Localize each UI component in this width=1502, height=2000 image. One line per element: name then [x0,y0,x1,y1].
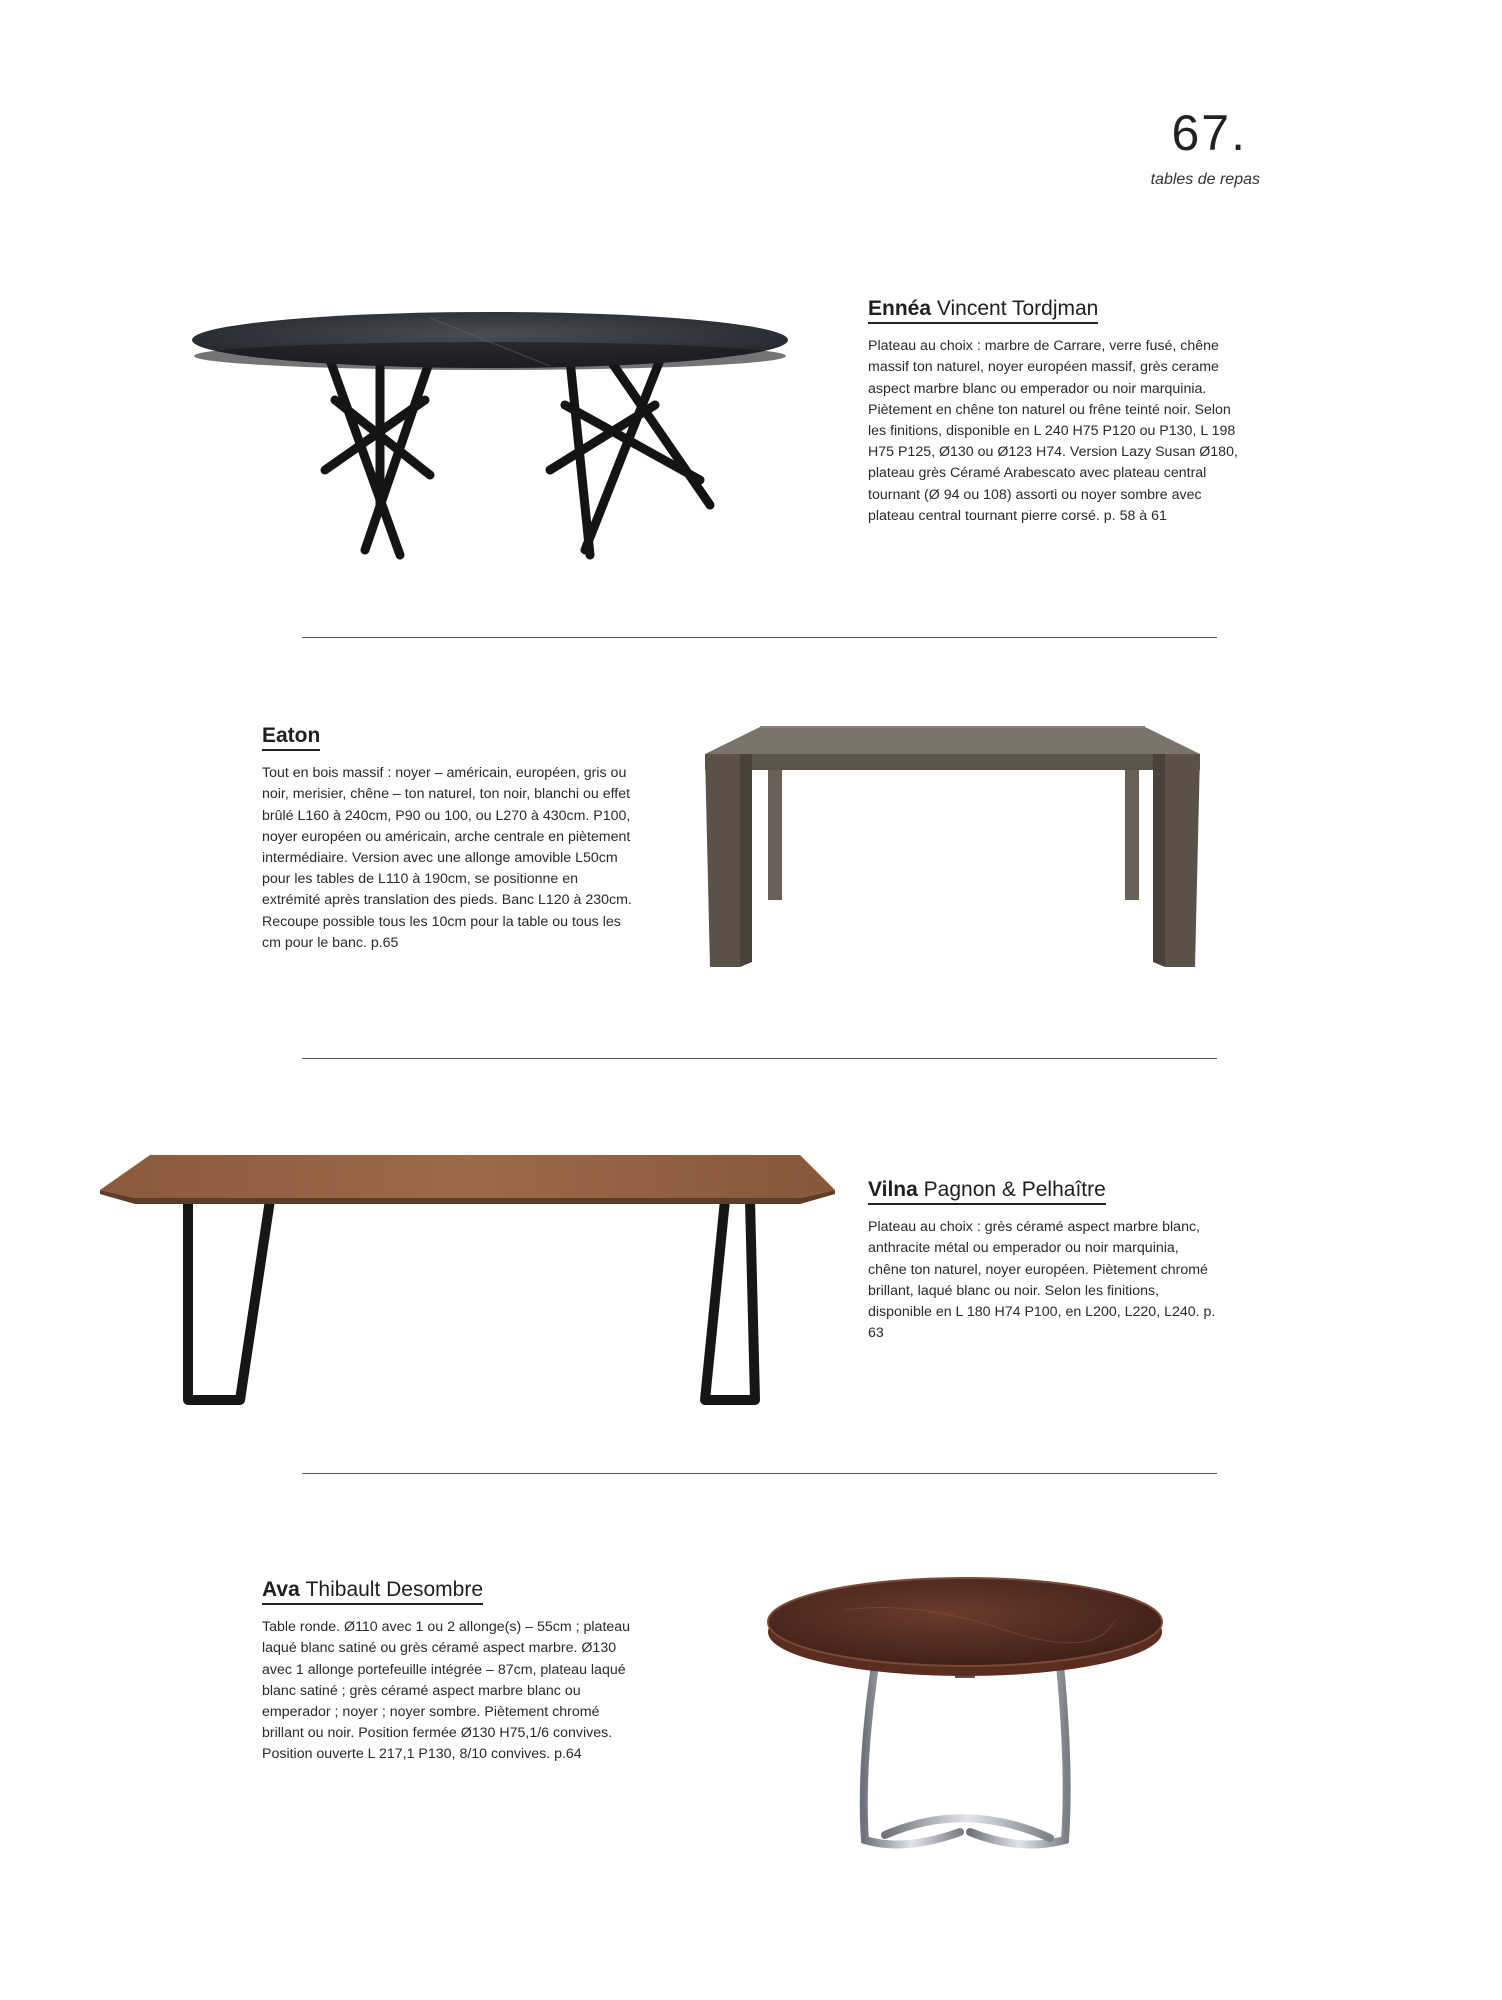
product-description: Plateau au choix : marbre de Carrare, verre fusé, chêne massif ton naturel, noyer européen massif, grès cerame aspect marbre blanc ou emperador ou noir marquinia. Piètement en chêne ton naturel ou frêne teinté noir. Selon les finitions, disponible en L 240 H75 P120 ou P130, L 198 H75 P125, Ø130 ou Ø123 H74. Version Lazy Susan Ø180, plateau grès Céramé Arabescato avec plateau central tournant (Ø 94 ou 108) assorti ou noyer sombre avec plateau central tournant pierre corsé. p. 58 à 61 [868,338,1238,524]
product-eaton [262,724,637,954]
product-name: Vilna [868,1178,918,1201]
product-name: Eaton [262,724,321,747]
product-name: Ennéa [868,297,932,320]
product-description: Plateau au choix : grès céramé aspect marbre blanc, anthracite métal ou emperador ou noir marquinia, chêne ton naturel, noyer européen. Piètement chromé brillant, laqué blanc ou noir. Selon les finitions, disponible en L 180 H74 P100, en L200, L220, L240. p. 63 [868,1219,1216,1342]
product-title [262,1578,483,1605]
divider [302,1473,1217,1474]
product-designer: Pagnon & Pelhaître [923,1178,1106,1201]
product-name: Ava [262,1578,300,1601]
product-title [868,1178,1106,1205]
product-description: Table ronde. Ø110 avec 1 ou 2 allonge(s) – 55cm ; plateau laqué blanc satiné ou grès céramé aspect marbre. Ø130 avec 1 allonge portefeuille intégrée – 87cm, plateau laqué blanc satiné ; grès céramé aspect marbre blanc ou emperador ; noyer ; noyer sombre. Piètement chromé brillant ou noir. Position fermée Ø130 H75,1/6 convives. Position ouverte L 217,1 P130, 8/10 convives. p.64 [262,1619,631,1763]
page-number: 67. [1171,105,1247,161]
product-vilna [868,1178,1218,1344]
ava-table-image [765,1570,1165,1865]
product-title [262,724,320,751]
product-description: Tout en bois massif : noyer – américain, européen, gris ou noir, merisier, chêne – ton naturel, ton noir, blanchi ou effet brûlé L160 à 240cm, P90 ou 100, ou L270 à 430cm. P100, noyer européen ou américain, arche centrale en piètement intermédiaire. Version avec une allonge amovible L50cm pour les tables de L110 à 190cm, se positionne en extrémité après translation des pieds. Banc L120 à 230cm. Recoupe possible tous les 10cm pour la table ou tous les cm pour le banc. p.65 [262,765,632,951]
product-ennea [868,297,1238,527]
divider [302,1058,1217,1059]
vilna-table-image [100,1150,840,1410]
product-designer: Thibault Desombre [305,1578,484,1601]
divider [302,637,1217,638]
eaton-table-image [700,722,1205,972]
ennea-table-image [190,310,800,560]
product-designer: Vincent Tordjman [936,297,1099,320]
product-title [868,297,1098,324]
product-ava [262,1578,637,1766]
section-label: tables de repas [1150,171,1260,188]
